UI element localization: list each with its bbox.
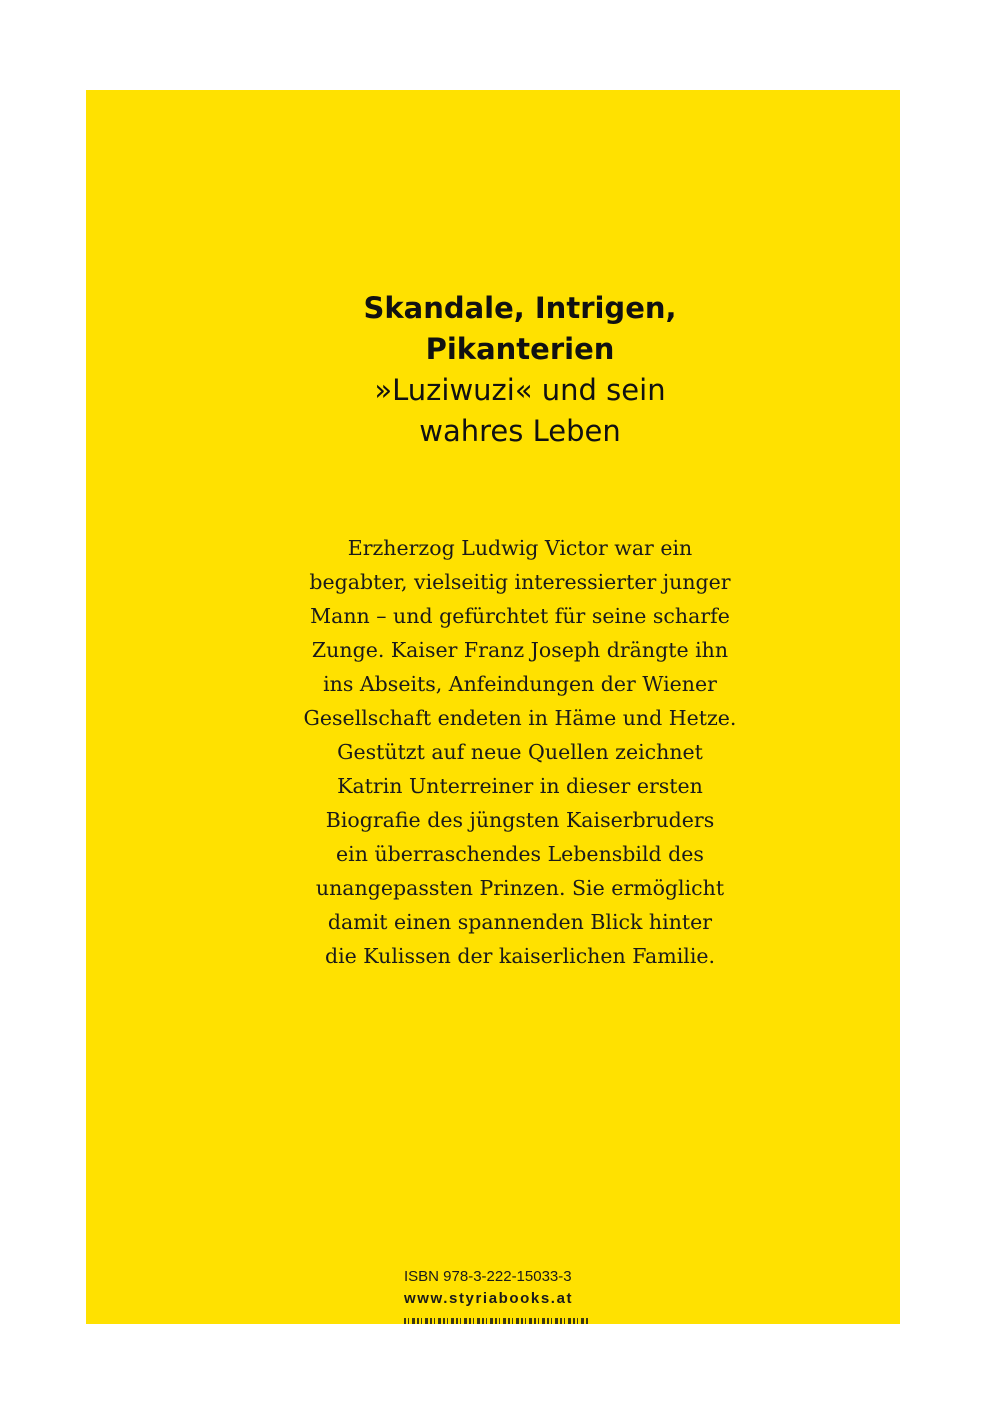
blurb-line: unangepassten Prinzen. Sie ermöglicht bbox=[315, 876, 725, 900]
subheadline-line-2: wahres Leben bbox=[419, 414, 621, 448]
headline bbox=[300, 288, 740, 452]
blurb-line: Zunge. Kaiser Franz Joseph drängte ihn bbox=[311, 638, 729, 662]
blurb-line: ein überraschendes Lebensbild des bbox=[336, 842, 704, 866]
headline-line-2: Pikanterien bbox=[425, 332, 615, 366]
subheadline-line-1: »Luziwuzi« und sein bbox=[374, 373, 666, 407]
blurb-line: damit einen spannenden Blick hinter bbox=[327, 910, 713, 934]
blurb-line: Katrin Unterreiner in dieser ersten bbox=[337, 774, 703, 798]
blurb-line: Mann – und gefürchtet für seine scharfe bbox=[310, 604, 730, 628]
isbn-number: ISBN 978-3-222-15033-3 bbox=[404, 1268, 572, 1285]
blurb-line: Gestützt auf neue Quellen zeichnet bbox=[337, 740, 703, 764]
blurb-line: ins Abseits, Anfeindungen der Wiener bbox=[323, 672, 717, 696]
blurb-line: begabter, vielseitig interessierter junger bbox=[309, 570, 731, 594]
blurb-text bbox=[280, 531, 760, 973]
blurb-line: Biografie des jüngsten Kaiserbruders bbox=[325, 808, 715, 832]
blurb-line: Gesellschaft endeten in Häme und Hetze. bbox=[303, 706, 737, 730]
publisher-website: www.styriabooks.at bbox=[404, 1290, 574, 1307]
headline-line-1: Skandale, Intrigen, bbox=[363, 291, 677, 325]
barcode-icon bbox=[404, 1318, 588, 1324]
blurb-line: die Kulissen der kaiserlichen Familie. bbox=[324, 944, 716, 968]
blurb-line: Erzherzog Ludwig Victor war ein bbox=[347, 536, 693, 560]
